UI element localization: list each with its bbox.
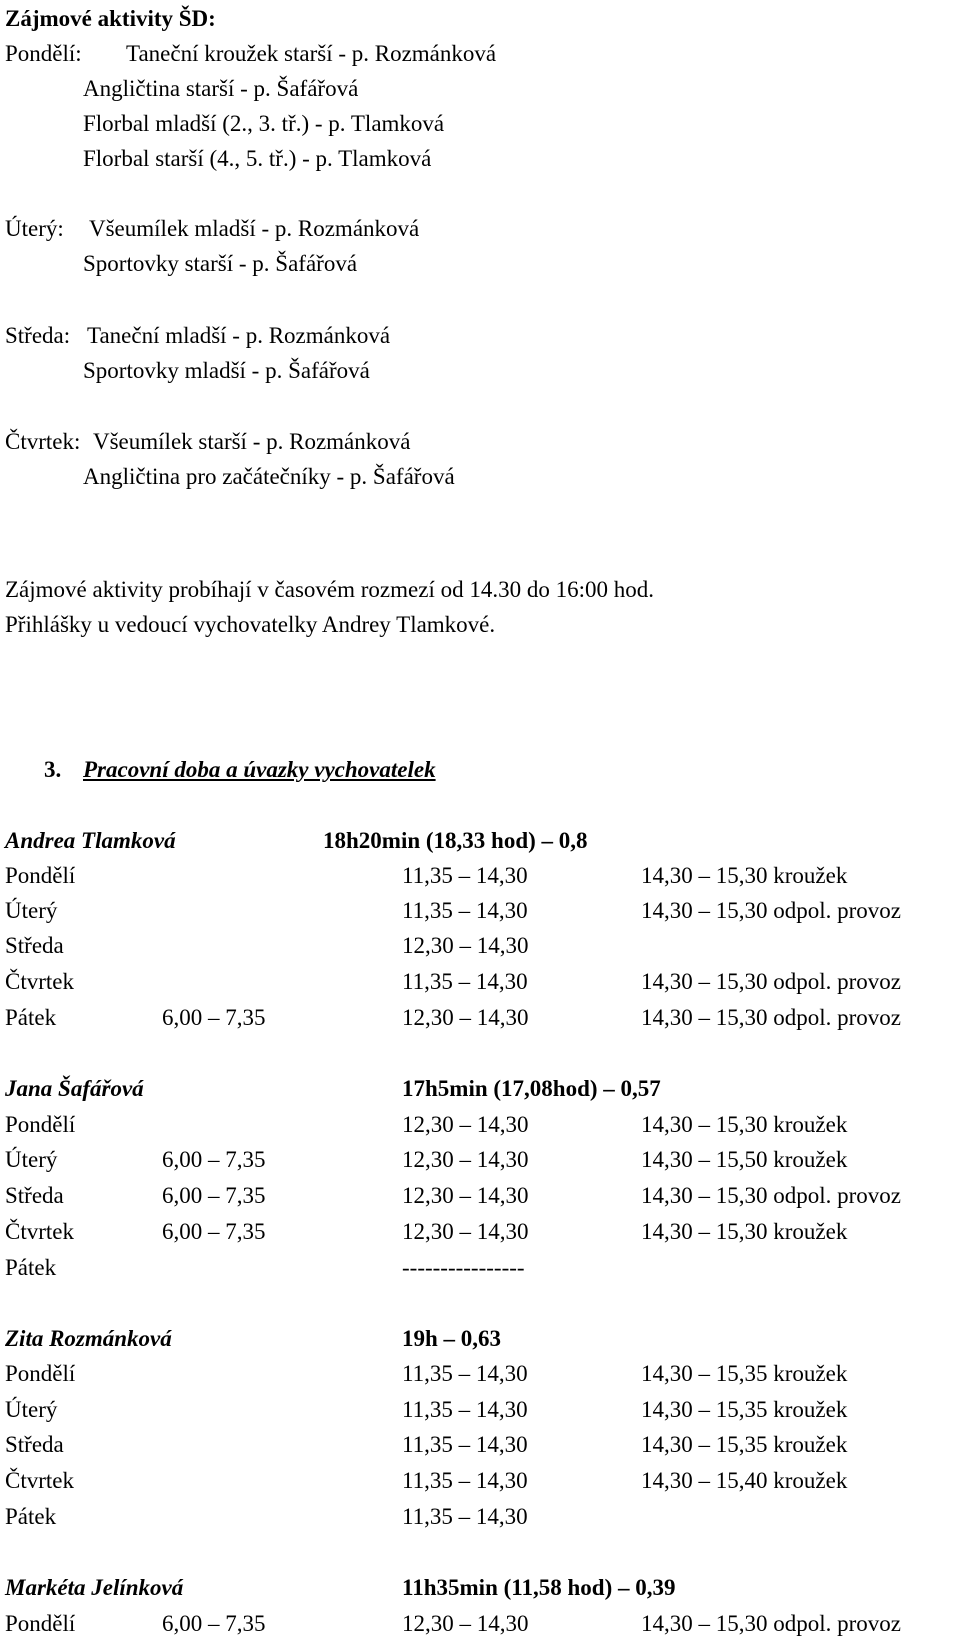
activities-registration-note: Přihlášky u vedoucí vychovatelky Andrey Tlamkové. (5, 612, 496, 637)
schedule-main: 12,30 – 14,30 (402, 1112, 529, 1137)
schedule-day: Pátek (5, 1005, 57, 1030)
schedule-afternoon: 14,30 – 15,35 kroužek (641, 1432, 848, 1457)
schedule-main: 12,30 – 14,30 (402, 1611, 529, 1636)
staff-name: Jana Šafářová (5, 1076, 144, 1101)
schedule-main: 11,35 – 14,30 (402, 1504, 528, 1529)
schedule-day: Středa (5, 933, 64, 958)
schedule-day: Čtvrtek (5, 1468, 74, 1493)
schedule-afternoon: 14,30 – 15,30 kroužek (641, 863, 848, 888)
activity-item: Všeumílek starší - p. Rozmánková (93, 429, 411, 454)
schedule-day: Pondělí (5, 1112, 76, 1137)
schedule-morning: 6,00 – 7,35 (162, 1147, 266, 1172)
schedule-afternoon: 14,30 – 15,35 kroužek (641, 1397, 848, 1422)
schedule-main: 11,35 – 14,30 (402, 863, 528, 888)
schedule-day: Úterý (5, 898, 58, 923)
day-label-tuesday: Úterý: (5, 216, 64, 241)
staff-name: Markéta Jelínková (5, 1575, 184, 1600)
schedule-afternoon: 14,30 – 15,30 odpol. provoz (641, 969, 902, 994)
schedule-morning: 6,00 – 7,35 (162, 1005, 266, 1030)
activities-time-note: Zájmové aktivity probíhají v časovém rozmezí od 14.30 do 16:00 hod. (5, 577, 654, 602)
activity-item: Angličtina starší - p. Šafářová (83, 76, 359, 101)
staff-total: 17h5min (17,08hod) – 0,57 (402, 1076, 661, 1101)
day-label-thursday: Čtvrtek: (5, 429, 81, 454)
staff-name: Zita Rozmánková (5, 1326, 172, 1351)
staff-name: Andrea Tlamková (5, 828, 176, 853)
schedule-afternoon: 14,30 – 15,40 kroužek (641, 1468, 848, 1493)
schedule-day: Pondělí (5, 863, 76, 888)
activity-item: Všeumílek mladší - p. Rozmánková (89, 216, 420, 241)
schedule-main: 11,35 – 14,30 (402, 898, 528, 923)
schedule-main: ---------------- (402, 1255, 525, 1280)
schedule-day: Pondělí (5, 1611, 76, 1636)
staff-total: 11h35min (11,58 hod) – 0,39 (402, 1575, 676, 1600)
activity-item: Sportovky starší - p. Šafářová (83, 251, 358, 276)
schedule-main: 12,30 – 14,30 (402, 1219, 529, 1244)
day-label-wednesday: Středa: (5, 323, 71, 348)
schedule-afternoon: 14,30 – 15,30 kroužek (641, 1219, 848, 1244)
activities-heading: Zájmové aktivity ŠD: (5, 6, 216, 31)
activity-item: Sportovky mladší - p. Šafářová (83, 358, 370, 383)
schedule-main: 11,35 – 14,30 (402, 1361, 528, 1386)
schedule-morning: 6,00 – 7,35 (162, 1219, 266, 1244)
schedule-afternoon: 14,30 – 15,30 odpol. provoz (641, 1611, 902, 1636)
schedule-afternoon: 14,30 – 15,30 odpol. provoz (641, 1005, 902, 1030)
schedule-day: Čtvrtek (5, 969, 74, 994)
schedule-day: Pondělí (5, 1361, 76, 1386)
schedule-day: Úterý (5, 1147, 58, 1172)
section-number: 3. (44, 757, 62, 782)
schedule-main: 11,35 – 14,30 (402, 1468, 528, 1493)
activity-item: Florbal mladší (2., 3. tř.) - p. Tlamková (83, 111, 445, 136)
schedule-day: Středa (5, 1183, 64, 1208)
schedule-main: 12,30 – 14,30 (402, 1147, 529, 1172)
staff-total: 19h – 0,63 (402, 1326, 502, 1351)
day-label-monday: Pondělí: (5, 41, 82, 66)
activity-item: Taneční kroužek starší - p. Rozmánková (126, 41, 497, 66)
activity-item: Angličtina pro začátečníky - p. Šafářová (83, 464, 455, 489)
schedule-afternoon: 14,30 – 15,30 kroužek (641, 1112, 848, 1137)
schedule-main: 12,30 – 14,30 (402, 1005, 529, 1030)
schedule-day: Středa (5, 1432, 64, 1457)
section-title: Pracovní doba a úvazky vychovatelek (83, 757, 436, 782)
schedule-day: Pátek (5, 1255, 57, 1280)
schedule-main: 11,35 – 14,30 (402, 969, 528, 994)
activity-item: Florbal starší (4., 5. tř.) - p. Tlamková (83, 146, 432, 171)
schedule-main: 11,35 – 14,30 (402, 1397, 528, 1422)
schedule-afternoon: 14,30 – 15,30 odpol. provoz (641, 898, 902, 923)
schedule-day: Pátek (5, 1504, 57, 1529)
schedule-afternoon: 14,30 – 15,30 odpol. provoz (641, 1183, 902, 1208)
schedule-day: Čtvrtek (5, 1219, 74, 1244)
schedule-main: 12,30 – 14,30 (402, 933, 529, 958)
schedule-main: 12,30 – 14,30 (402, 1183, 529, 1208)
schedule-main: 11,35 – 14,30 (402, 1432, 528, 1457)
staff-total: 18h20min (18,33 hod) – 0,8 (323, 828, 588, 853)
schedule-day: Úterý (5, 1397, 58, 1422)
schedule-afternoon: 14,30 – 15,50 kroužek (641, 1147, 848, 1172)
schedule-afternoon: 14,30 – 15,35 kroužek (641, 1361, 848, 1386)
activity-item: Taneční mladší - p. Rozmánková (87, 323, 391, 348)
schedule-morning: 6,00 – 7,35 (162, 1611, 266, 1636)
schedule-morning: 6,00 – 7,35 (162, 1183, 266, 1208)
